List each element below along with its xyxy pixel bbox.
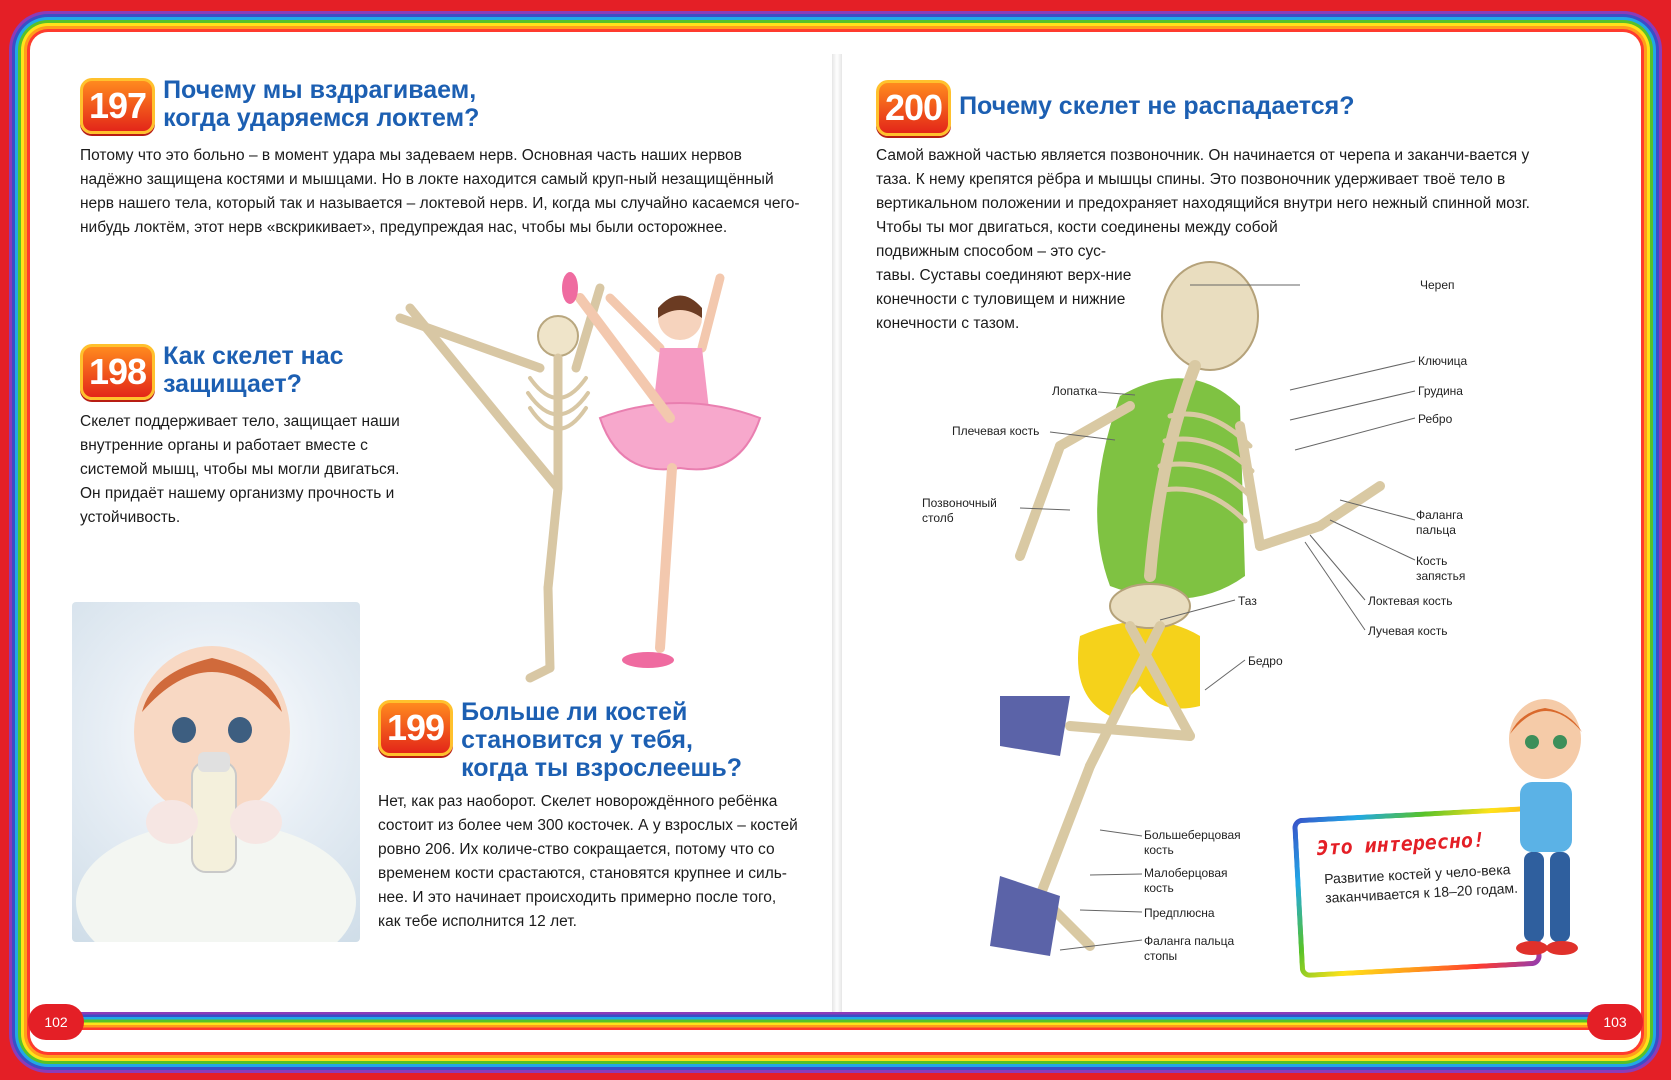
label-scapula: Лопатка — [1052, 384, 1098, 398]
label-ulna: Локтевая кость — [1368, 594, 1453, 608]
label-rib: Ребро — [1418, 412, 1453, 426]
label-radius: Лучевая кость — [1368, 624, 1448, 638]
question-text: Скелет поддерживает тело, защищает наши внутренние органы и работает вместе с системой мышц, чтобы мы могли двигаться. Он придаёт нашему организму прочность и устойчивость. — [80, 413, 400, 526]
fun-fact-text: Развитие костей у чело-века заканчивается к 18–20 годам. — [1323, 861, 1519, 906]
question-title: Как скелет нас защищает? — [163, 342, 344, 398]
baby-illustration — [72, 602, 360, 942]
right-page-number: 103 — [1587, 1004, 1643, 1040]
label-toe-phalanx: Фаланга пальца стопы — [1144, 934, 1235, 963]
question-198 — [80, 344, 410, 530]
label-sternum: Грудина — [1418, 384, 1463, 398]
question-197 — [80, 78, 800, 240]
question-title: Почему скелет не распадается? — [959, 92, 1355, 120]
question-text-top: Самой важной частью является позвоночник. Он начинается от черепа и заканчи-вается у таза. К нему крепятся рёбра и мышцы спины. Это позвоночник удерживает твоё тело в вертикальном положении и предохраняет находящийся внутри него нежный спинной мозг. Чтобы ты мог двигаться, кости соединены между собой — [876, 147, 1530, 236]
question-text: Нет, как раз наоборот. Скелет новорождённого ребёнка состоит из более чем 300 косточек. А у взрослых – костей ровно 206. Их количе-ство сокращается, потому что со временем кости срастаются, становятся крупнее и силь-нее. И это начинает происходить примерно после того, как тебе исполнится 12 лет. — [378, 793, 798, 930]
label-finger-phalanx: Фаланга пальца — [1416, 508, 1463, 537]
question-text: Потому что это больно – в момент удара мы задеваем нерв. Основная часть наших нервов надёжно защищена костями и мышцами. Но в локте находится самый круп-ный незащищённый нерв нашего тела, который так и называется – локтевой нерв. И, когда мы случайно касаемся чего-нибудь локтём, этот нерв «вскрикивает», предупреждая нас, чтобы мы были осторожнее. — [80, 147, 800, 236]
question-number-badge: 200 — [876, 80, 951, 136]
question-199 — [378, 700, 798, 934]
question-title: Больше ли костей становится у тебя, когда ты взрослеешь? — [461, 698, 742, 782]
label-pelvis: Таз — [1238, 594, 1257, 608]
question-number-badge: 197 — [80, 78, 155, 134]
question-number-badge: 199 — [378, 700, 453, 756]
question-number-badge: 198 — [80, 344, 155, 400]
baby-photo — [72, 602, 360, 942]
label-wrist: Кость запястья — [1416, 554, 1466, 583]
question-text-narrow: подвижным способом – это сус-тавы. Суставы соединяют верх-ние конечности с туловищем и нижние конечности с тазом. — [876, 243, 1132, 332]
label-clavicle: Ключица — [1418, 354, 1468, 368]
left-page-number: 102 — [28, 1004, 84, 1040]
skeleton-figure — [400, 288, 600, 678]
question-title: Почему мы вздрагиваем, когда ударяемся локтем? — [163, 76, 480, 132]
ballerina-figure — [562, 272, 760, 668]
book-gutter — [832, 54, 842, 1030]
label-fibula: Малоберцовая кость — [1144, 866, 1228, 895]
label-tarsus: Предплюсна — [1144, 906, 1215, 920]
label-spine: Позвоночный столб — [922, 496, 997, 525]
label-femur: Бедро — [1248, 654, 1283, 668]
cartoon-boy-illustration — [1490, 694, 1600, 994]
label-skull: Череп — [1420, 278, 1455, 292]
fun-fact-title: Это интересно! — [1315, 827, 1486, 861]
label-humerus: Плечевая кость — [952, 424, 1040, 438]
label-tibia: Большеберцовая кость — [1144, 828, 1241, 857]
skeleton-ballerina-illustration — [380, 268, 800, 728]
